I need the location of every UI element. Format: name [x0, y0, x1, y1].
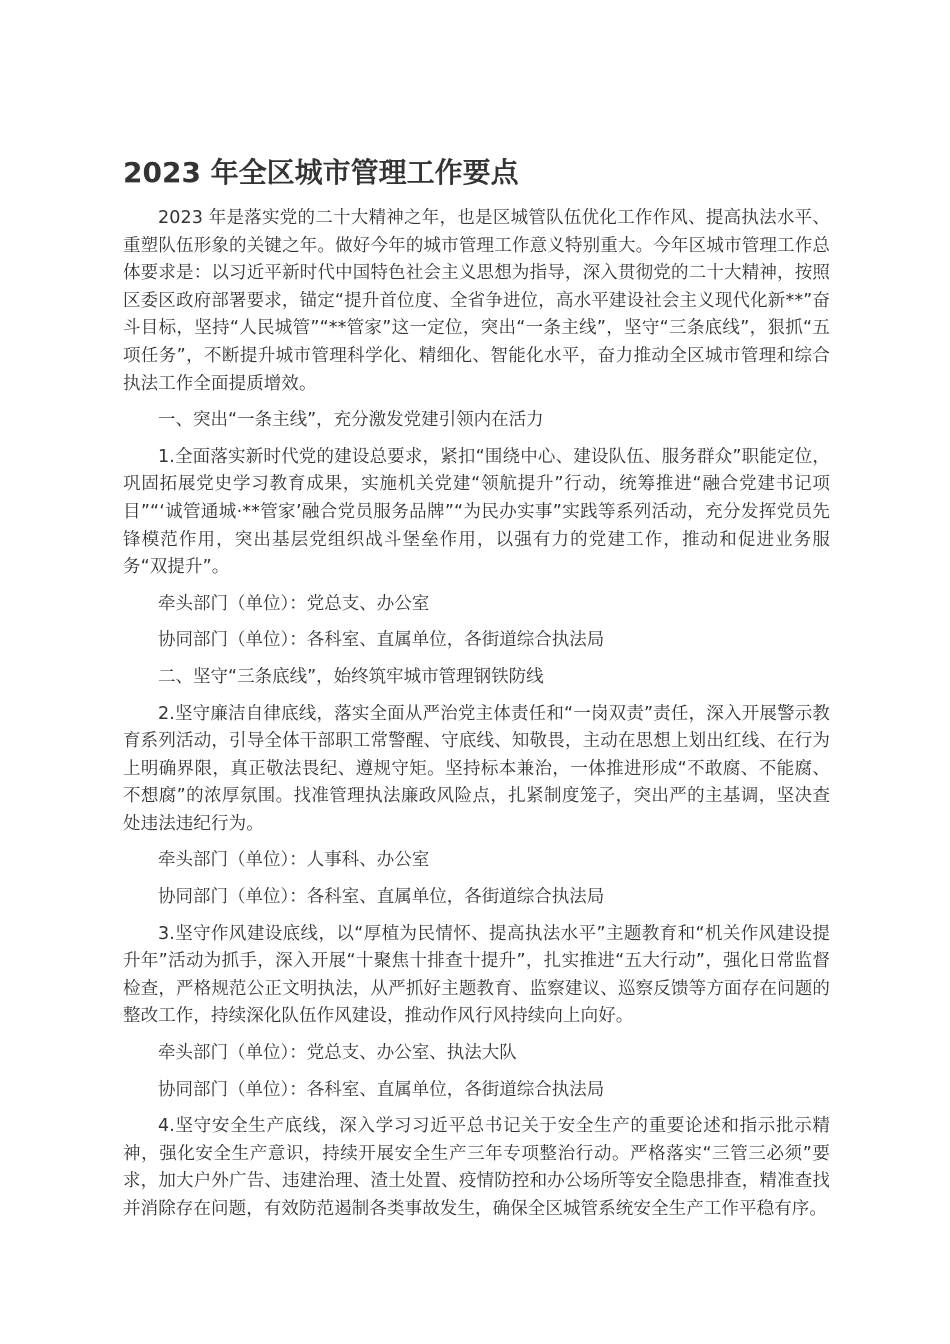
section-1-heading: 一、突出“一条主线”，充分激发党建引领内在活力: [158, 410, 544, 431]
document-page: [123, 155, 830, 1233]
item-3-lead-department: 牵头部门（单位）：党总支、办公室、执法大队: [158, 1043, 517, 1064]
item-1-paragraph: 1.全面落实新时代党的建设总要求，紧扣“围绕中心、建设队伍、服务群众”职能定位，巩固拓展党史学习教育成果，实施机关党建“领航提升”行动，统筹推进“融合党建书记项目”“‘诚管通城·**管家’融合党员服务品牌”“为民办实事”实践等系列活动，充分发挥党员先锋模范作用，突出基层党组织战斗堡垒作用，以强有力的党建工作，推动和促进业务服务“双提升”。: [123, 446, 830, 578]
item-3-paragraph: 3.坚守作风建设底线，以“厚植为民情怀、提高执法水平”主题教育和“机关作风建设提升年”活动为抓手，深入开展“十聚焦十排查十提升”，扎实推进“五大行动”，强化日常监督检查，严格规范公正文明执法，从严抓好主题教育、监察建议、巡察反馈等方面存在问题的整改工作，持续深化队伍作风建设，推动作风行风持续向上向好。: [123, 923, 830, 1027]
intro-paragraph: 2023 年是落实党的二十大精神之年，也是区城管队伍优化工作作风、提高执法水平、重塑队伍形象的关键之年。做好今年的城市管理工作意义特别重大。今年区城市管理工作总体要求是：以习近平新时代中国特色社会主义思想为指导，深入贯彻党的二十大精神，按照区委区政府部署要求，锚定“提升首位度、全省争进位，高水平建设社会主义现代化新**”奋斗目标，坚持“人民城管”“**管家”这一定位，突出“一条主线”，坚守“三条底线”，狠抓“五项任务”，不断提升城市管理科学化、精细化、智能化水平，奋力推动全区城市管理和综合执法工作全面提质增效。: [123, 208, 830, 394]
section-2-heading: 二、坚守“三条底线”，始终筑牢城市管理钢铁防线: [158, 666, 544, 687]
item-2-assist-department: 协同部门（单位）：各科室、直属单位，各街道综合执法局: [158, 887, 605, 908]
item-2-paragraph: 2.坚守廉洁自律底线，落实全面从严治党主体责任和“一岗双责”责任，深入开展警示教育系列活动，引导全体干部职工常警醒、守底线、知敬畏，主动在思想上划出红线、在行为上明确界限，真正敬法畏纪、遵规守矩。坚持标本兼治，一体推进形成“不敢腐、不能腐、不想腐”的浓厚氛围。找准管理执法廉政风险点，扎紧制度笼子，突出严的主基调，坚决查处违法违纪行为。: [123, 703, 830, 834]
item-3-assist-department: 协同部门（单位）：各科室、直属单位，各街道综合执法局: [158, 1079, 605, 1100]
document-title: 2023 年全区城市管理工作要点: [123, 156, 519, 189]
item-1-lead-department: 牵头部门（单位）：党总支、办公室: [158, 593, 430, 614]
item-1-assist-department: 协同部门（单位）：各科室、直属单位，各街道综合执法局: [158, 630, 605, 651]
item-4-paragraph: 4.坚守安全生产底线，深入学习习近平总书记关于安全生产的重要论述和指示批示精神，强化安全生产意识，持续开展安全生产三年专项整治行动。严格落实“三管三必须”要求，加大户外广告、违建治理、渣土处置、疫情防控和办公场所等安全隐患排查，精准查找并消除存在问题，有效防范遏制各类事故发生，确保全区城管系统安全生产工作平稳有序。: [123, 1116, 830, 1219]
item-2-lead-department: 牵头部门（单位）：人事科、办公室: [158, 850, 430, 871]
